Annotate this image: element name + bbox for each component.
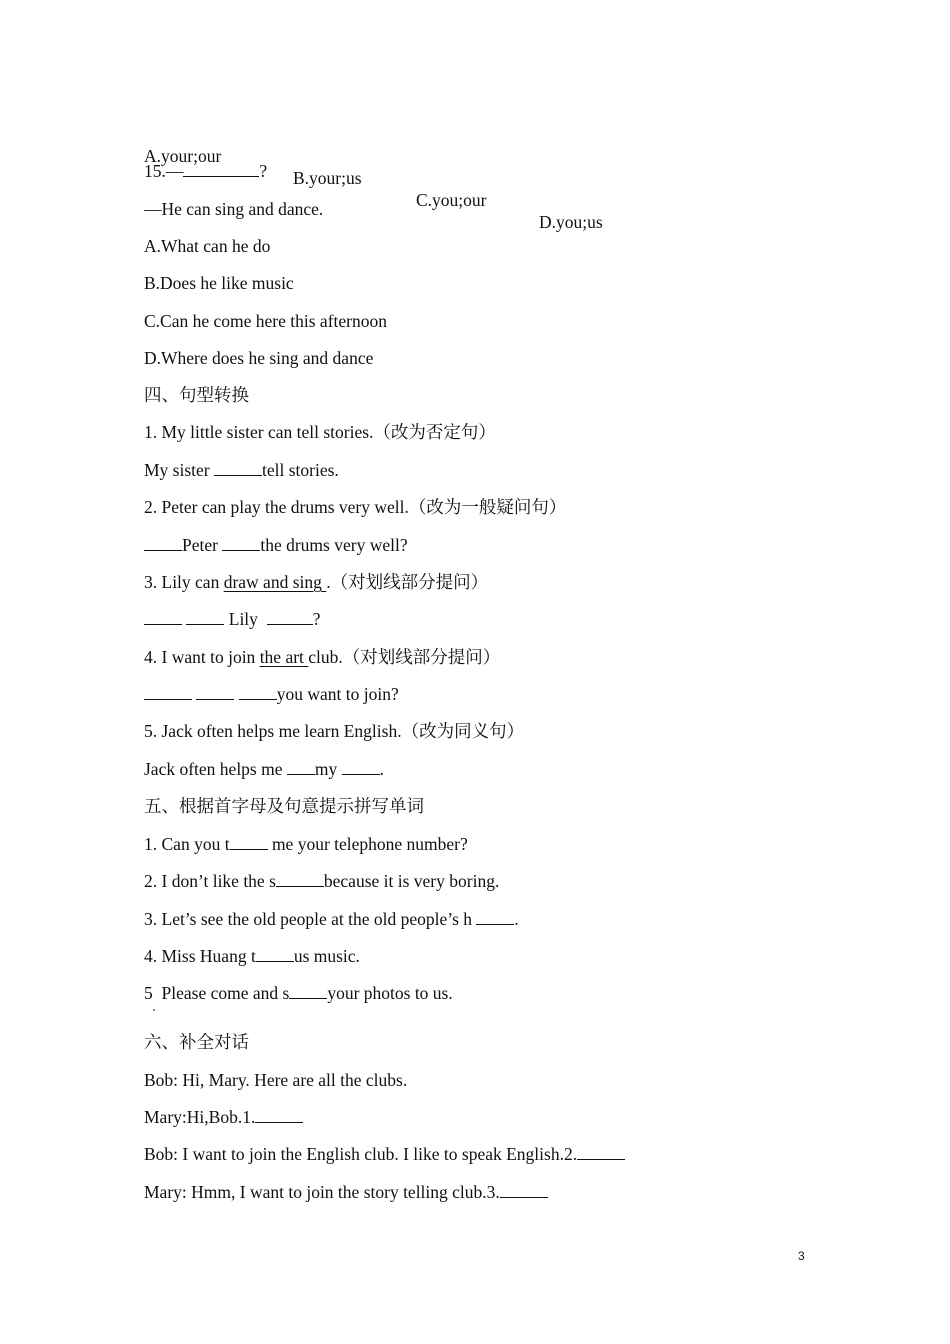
s6-line-1: Bob: Hi, Mary. Here are all the clubs. <box>144 1070 408 1090</box>
s4-q5-answer-post: . <box>379 759 384 779</box>
q14-option-d: D.you;us <box>539 212 603 232</box>
s4-q2-answer <box>144 534 408 556</box>
q15-suffix: ? <box>259 161 268 181</box>
q15-stem <box>144 160 267 182</box>
q15-option-c: C.Can he come here this afternoon <box>144 311 387 331</box>
blank <box>186 608 224 625</box>
q15-blank <box>183 160 259 177</box>
blank <box>144 534 182 551</box>
s5-q3 <box>144 908 519 930</box>
q14-option-a: A.your;our <box>144 146 222 166</box>
s4-q5-answer-mid: my <box>314 759 342 779</box>
s4-q2-answer-post: the drums very well? <box>260 535 408 555</box>
s4-q4-underlined: the art <box>259 647 309 667</box>
section6-title: 六、补全对话 <box>144 1032 249 1052</box>
s6-line-4 <box>144 1181 548 1203</box>
s4-q5-answer <box>144 758 384 780</box>
s5-q2-post: because it is very boring. <box>323 871 500 891</box>
s4-q1: 1. My little sister can tell stories.（改为否定句） <box>144 422 496 442</box>
s4-q4 <box>144 646 500 668</box>
s5-q2-pre: 2. I don’t like the s <box>144 871 276 891</box>
blank <box>287 758 315 775</box>
blank <box>214 459 262 476</box>
s4-q3-underlined: draw and sing <box>223 572 327 592</box>
q15-option-a: A.What can he do <box>144 236 271 256</box>
q15-prefix: 15.— <box>144 161 184 181</box>
s4-q3-pre: 3. Lily can <box>144 572 224 592</box>
s4-q3 <box>144 571 488 593</box>
s5-q2 <box>144 870 499 892</box>
blank <box>276 870 324 887</box>
s4-q2: 2. Peter can play the drums very well.（改为一般疑问句） <box>144 497 567 517</box>
blank <box>255 1106 303 1123</box>
blank <box>256 945 294 962</box>
s4-q4-answer-post: you want to join? <box>276 684 399 704</box>
s4-q3-answer-mid: Lily <box>224 609 263 629</box>
s4-q3-answer <box>144 608 320 630</box>
s4-q4-pre: 4. I want to join <box>144 647 260 667</box>
s4-q5: 5. Jack often helps me learn English.（改为同义句） <box>144 721 525 741</box>
stray-dot <box>153 1009 155 1011</box>
blank <box>144 608 182 625</box>
blank <box>196 683 234 700</box>
s5-q5-pre: 5 Please come and s <box>144 983 290 1003</box>
blank <box>289 982 327 999</box>
q15-option-b: B.Does he like music <box>144 273 294 293</box>
s4-q3-post: .（对划线部分提问） <box>326 572 489 592</box>
s4-q1-answer <box>144 459 339 481</box>
q15-option-d: D.Where does he sing and dance <box>144 348 374 368</box>
page-number: 3 <box>798 1249 805 1263</box>
section4-title: 四、句型转换 <box>144 385 249 405</box>
section5-title: 五、根据首字母及句意提示拼写单词 <box>144 796 424 816</box>
s4-q1-answer-post: tell stories. <box>262 460 339 480</box>
s5-q3-post: . <box>514 909 519 929</box>
blank <box>342 758 380 775</box>
q14-option-b: B.your;us <box>293 168 362 188</box>
blank <box>239 683 277 700</box>
s6-line-2 <box>144 1106 303 1128</box>
s5-q3-pre: 3. Let’s see the old people at the old people’s h <box>144 909 477 929</box>
q15-answer: —He can sing and dance. <box>144 199 324 219</box>
s4-q4-post: club.（对划线部分提问） <box>308 647 501 667</box>
s5-q5-post: your photos to us. <box>327 983 453 1003</box>
s4-q2-answer-mid: Peter <box>182 535 223 555</box>
s5-q1-post: me your telephone number? <box>267 834 468 854</box>
blank <box>267 608 313 625</box>
s6-line-2-text: Mary:Hi,Bob.1. <box>144 1107 256 1127</box>
q14-option-c: C.you;our <box>416 190 487 210</box>
s4-q5-answer-pre: Jack often helps me <box>144 759 287 779</box>
s6-line-3-text: Bob: I want to join the English club. I like to speak English.2. <box>144 1144 578 1164</box>
blank <box>577 1143 625 1160</box>
blank <box>230 833 268 850</box>
s5-q1-pre: 1. Can you t <box>144 834 230 854</box>
s5-q1 <box>144 833 468 855</box>
s5-q4 <box>144 945 360 967</box>
blank <box>222 534 260 551</box>
s6-line-3 <box>144 1143 625 1165</box>
blank <box>144 683 192 700</box>
blank <box>500 1181 548 1198</box>
s4-q3-answer-post: ? <box>312 609 321 629</box>
s6-line-4-text: Mary: Hmm, I want to join the story telling club.3. <box>144 1182 500 1202</box>
s5-q4-pre: 4. Miss Huang t <box>144 946 256 966</box>
blank <box>476 908 514 925</box>
s4-q1-answer-pre: My sister <box>144 460 214 480</box>
s4-q4-answer <box>144 683 399 705</box>
s5-q5 <box>144 982 453 1004</box>
s5-q4-post: us music. <box>293 946 360 966</box>
